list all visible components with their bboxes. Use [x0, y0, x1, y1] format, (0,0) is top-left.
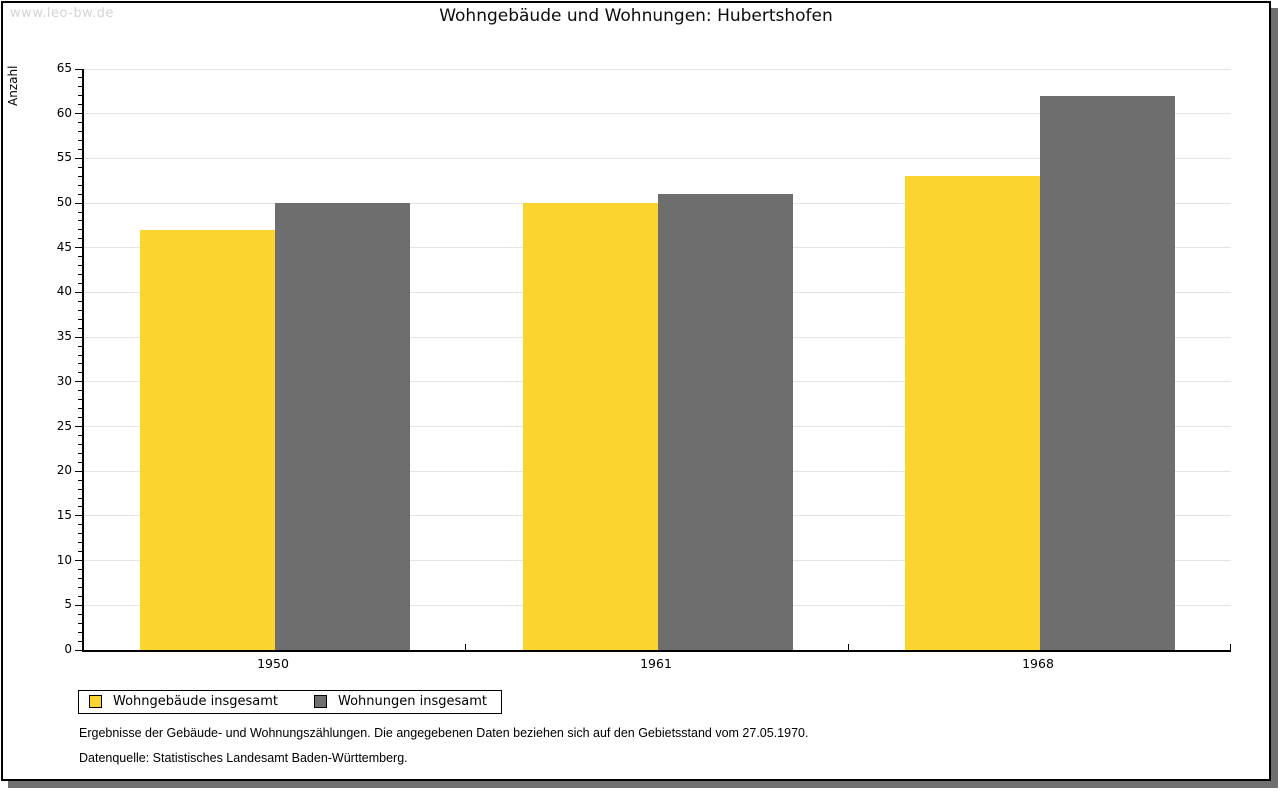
y-minor-tick	[78, 632, 82, 633]
y-minor-tick	[78, 185, 82, 186]
y-minor-tick	[78, 131, 82, 132]
y-tick-label: 65	[56, 61, 72, 75]
y-minor-tick	[78, 328, 82, 329]
y-minor-tick	[78, 480, 82, 481]
y-minor-tick	[78, 462, 82, 463]
y-major-tick	[75, 337, 82, 338]
y-minor-tick	[78, 506, 82, 507]
plot-area	[82, 69, 1231, 652]
legend-item	[89, 694, 278, 709]
y-minor-tick	[78, 301, 82, 302]
y-minor-tick	[78, 140, 82, 141]
y-minor-tick	[78, 498, 82, 499]
y-minor-tick	[78, 489, 82, 490]
y-major-tick	[75, 158, 82, 159]
y-minor-tick	[78, 587, 82, 588]
y-minor-tick	[78, 372, 82, 373]
y-minor-tick	[78, 569, 82, 570]
y-minor-tick	[78, 533, 82, 534]
legend	[78, 690, 502, 714]
legend-item-label: Wohnungen insgesamt	[338, 694, 487, 709]
y-minor-tick	[78, 641, 82, 642]
y-tick-label: 45	[56, 239, 72, 254]
y-minor-tick	[78, 176, 82, 177]
y-minor-tick	[78, 310, 82, 311]
y-axis-label: Anzahl	[6, 65, 20, 106]
y-major-tick	[75, 426, 82, 427]
y-minor-tick	[78, 542, 82, 543]
y-minor-tick	[78, 194, 82, 195]
y-tick-label: 40	[56, 284, 72, 299]
y-major-tick	[75, 515, 82, 516]
y-minor-tick	[78, 229, 82, 230]
legend-item	[314, 694, 487, 709]
y-minor-tick	[78, 274, 82, 275]
legend-item-label: Wohngebäude insgesamt	[113, 694, 278, 709]
bar	[140, 230, 275, 650]
y-minor-tick	[78, 551, 82, 552]
y-tick-label: 10	[56, 552, 72, 567]
y-major-tick	[75, 69, 82, 70]
y-minor-tick	[78, 623, 82, 624]
y-minor-tick	[78, 390, 82, 391]
x-tick-label: 1950	[257, 656, 289, 671]
y-major-tick	[75, 292, 82, 293]
footnote-line-1: Ergebnisse der Gebäude- und Wohnungszählungen. Die angegebenen Daten beziehen sich auf den Gebietsstand vom 27.05.1970.	[79, 726, 809, 740]
y-minor-tick	[78, 122, 82, 123]
y-major-tick	[75, 560, 82, 561]
y-minor-tick	[78, 220, 82, 221]
y-major-tick	[75, 113, 82, 114]
y-major-tick	[75, 605, 82, 606]
y-minor-tick	[78, 167, 82, 168]
x-tick-label: 1968	[1022, 656, 1054, 671]
y-major-tick	[75, 247, 82, 248]
y-tick-label: 30	[56, 373, 72, 388]
y-minor-tick	[78, 399, 82, 400]
bar	[275, 203, 410, 650]
y-minor-tick	[78, 95, 82, 96]
y-major-tick	[75, 203, 82, 204]
y-minor-tick	[78, 256, 82, 257]
y-tick-label: 20	[56, 463, 72, 478]
y-major-tick	[75, 471, 82, 472]
y-tick-label: 60	[56, 105, 72, 120]
y-minor-tick	[78, 453, 82, 454]
bar	[1040, 96, 1175, 650]
chart-title: Wohngebäude und Wohnungen: Hubertshofen	[439, 6, 833, 26]
y-minor-tick	[78, 524, 82, 525]
y-tick-label: 55	[56, 150, 72, 165]
x-tick	[1230, 644, 1231, 650]
y-minor-tick	[78, 86, 82, 87]
y-minor-tick	[78, 104, 82, 105]
y-tick-label: 5	[64, 597, 72, 612]
bar	[658, 194, 793, 650]
chart-frame	[1, 1, 1271, 781]
y-tick-label: 15	[56, 507, 72, 522]
y-minor-tick	[78, 578, 82, 579]
x-tick	[465, 644, 466, 650]
y-tick-label: 25	[56, 418, 72, 433]
y-minor-tick	[78, 363, 82, 364]
y-minor-tick	[78, 149, 82, 150]
x-tick-label: 1961	[640, 656, 672, 671]
legend-swatch	[314, 695, 327, 708]
y-minor-tick	[78, 408, 82, 409]
legend-swatch	[89, 695, 102, 708]
y-minor-tick	[78, 346, 82, 347]
y-major-tick	[75, 381, 82, 382]
y-minor-tick	[78, 238, 82, 239]
bar	[905, 176, 1040, 650]
y-minor-tick	[78, 355, 82, 356]
x-tick	[848, 644, 849, 650]
y-minor-tick	[78, 77, 82, 78]
y-minor-tick	[78, 596, 82, 597]
y-minor-tick	[78, 283, 82, 284]
y-minor-tick	[78, 265, 82, 266]
bar	[523, 203, 658, 650]
watermark: www.leo-bw.de	[10, 6, 114, 21]
footnote-line-2: Datenquelle: Statistisches Landesamt Baden-Württemberg.	[79, 751, 408, 765]
y-major-tick	[75, 650, 82, 651]
y-minor-tick	[78, 444, 82, 445]
y-tick-label: 50	[56, 195, 72, 210]
y-tick-label: 35	[56, 329, 72, 344]
y-minor-tick	[78, 435, 82, 436]
y-minor-tick	[78, 614, 82, 615]
y-minor-tick	[78, 212, 82, 213]
y-minor-tick	[78, 417, 82, 418]
gridline	[84, 69, 1231, 70]
y-tick-label: 0	[64, 642, 72, 656]
y-minor-tick	[78, 319, 82, 320]
